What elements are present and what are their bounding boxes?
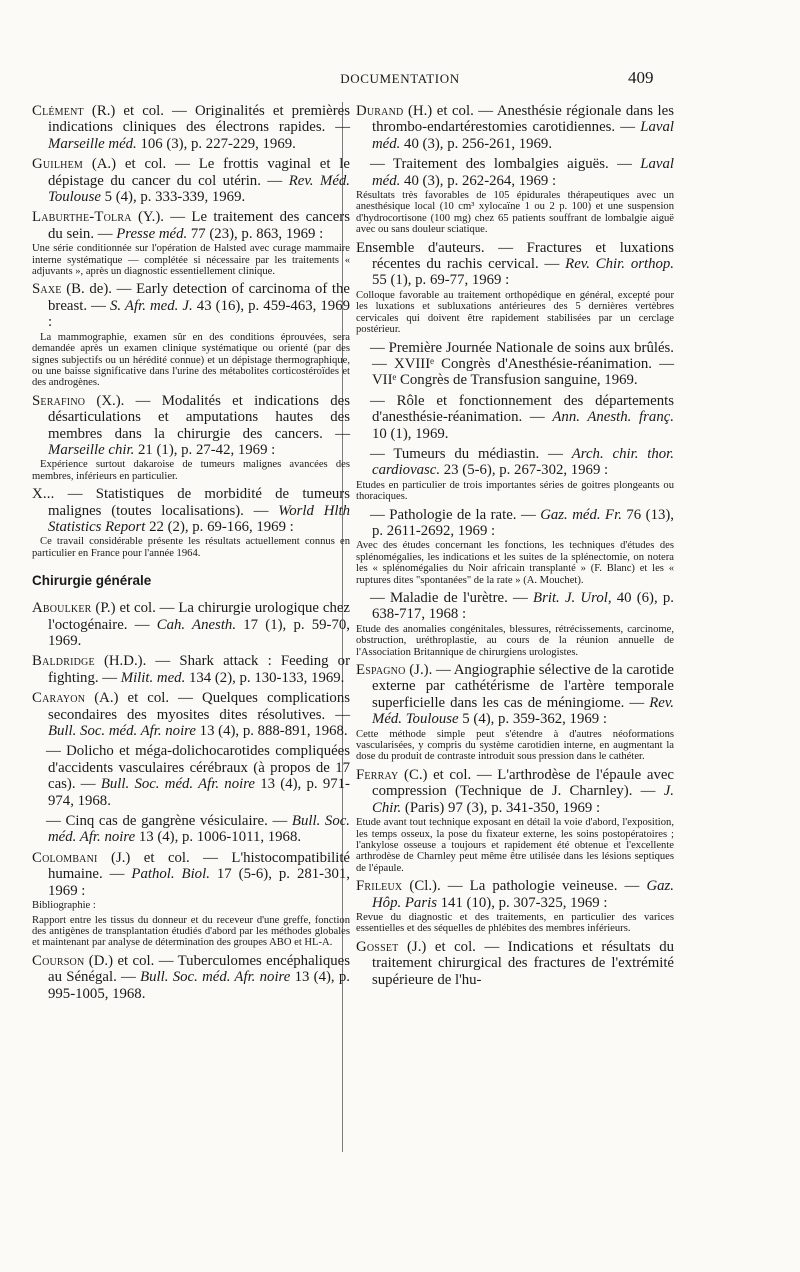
journal: S. Afr. med. J. [110,297,193,314]
citation [32,743,350,809]
citation [356,240,674,289]
abstract: Avec des études concernant les fonctions, les techniques d'études des splénomégalies, les indications et les suites de la splénectomie, on notera les « splénomégalies du Noir africain transplanté » (F. Blanc) et les « ruptures dites "spontanées" de la rate » (A. Mouchet). [356,540,674,586]
journal: Laval méd. [372,119,674,152]
citation-title: — Cinq cas de gangrène vésiculaire. — [46,813,292,830]
journal: Gaz. méd. Fr. [540,506,622,523]
journal: Bull. Soc. méd. Afr. noire [140,969,291,986]
citation-ref: 5 (4), p. 359-362, 1969 : [458,711,607,728]
bib-entry [356,340,674,389]
citation-title: — Statistiques de morbidité de tumeurs malignes (toutes localisations). — [48,486,350,519]
abstract: Ce travail considérable présente les résultats actuellement connus en particulier en France pour l'année 1964. [32,536,350,559]
abstract: Colloque favorable au traitement orthopédique en général, excepté pour les luxations et subluxations antérieures des 5 dernières vertèbres cervicales qui doivent être rapidement stabilisées par un cerclage postérieur. [356,289,674,336]
citation-ref: (Paris) 97 (3), p. 341-350, 1969 : [401,799,601,816]
bib-entry [356,590,674,658]
journal: Rev. Chir. orthop. [565,256,674,273]
abstract: Une série conditionnée sur l'opération de Halsted avec curage mammaire interne systématique — complétée si nécessaire par les traitements « adjuvants », après un diagnostic essentiellement clinique. [32,243,350,278]
citation-ref: 13 (4), p. 971-974, 1968. [48,776,350,809]
journal: Marseille chir. [48,441,135,458]
citation-title: (D.) et col. — Tuberculomes encéphaliques au Sénégal. — [48,952,350,986]
citation-title: (A.) et col. — Le frottis vaginal et le dépistage du cancer du col utérin. — [48,156,350,189]
citation-ref: 106 (3), p. 227-229, 1969. [136,135,296,152]
citation-ref: 21 (1), p. 27-42, 1969 : [134,441,276,458]
citation-title: (R.) et col. — Originalités et premières indications cliniques des électrons rapides. — [48,103,350,136]
author: Serafino [32,392,86,409]
author: Frileux [356,878,403,895]
bib-entry [32,690,350,739]
citation-ref: 22 (2), p. 69-166, 1969 : [145,518,294,535]
citation [32,209,350,242]
bib-entry [32,813,350,846]
right-column [356,103,674,992]
abstract: Revue du diagnostic et des traitements, en particulier des varices essentielles et des séquelles de phlébites des membres inférieurs. [356,911,674,935]
citation [32,653,350,686]
bib-entry [356,939,674,988]
bib-entry [356,507,674,586]
bib-entry [356,393,674,442]
citation-ref: 40 (3), p. 262-264, 1969 : [400,172,557,189]
author: Saxe [32,281,62,298]
bib-entry [356,103,674,152]
citation-title: — Tumeurs du médiastin. — [370,445,572,462]
citation-title: (Y.). — Le traitement des cancers du sein. — [48,209,350,242]
citation-title: (J.) et col. — L'histocompatibilité humaine. — [48,849,350,883]
citation-ref: 77 (23), p. 863, 1969 : [187,225,324,242]
citation-title: (C.) et col. — L'arthrodèse de l'épaule avec compression (Technique de J. Charnley). — [372,766,674,800]
citation-ref: 43 (16), p. 459-463, 1969 : [48,297,351,331]
citation-title: (B. de). — Early detection of carcinoma of the breast. — [48,281,350,314]
citation-ref: 134 (2), p. 130-133, 1969. [185,669,345,686]
bib-entry [32,486,350,559]
citation-ref: 13 (4), p. 888-891, 1968. [195,723,348,740]
bib-entry [32,850,350,949]
citation-ref: 13 (4), p. 1006-1011, 1968. [135,829,302,846]
citation-title: — Pathologie de la rate. — [370,506,541,523]
abstract: Etudes en particulier de trois importantes séries de goitres plongeants ou thoraciques. [356,479,674,503]
citation-title: (H.D.). — Shark attack : Feeding or fighting. — [48,653,350,686]
bib-entry [32,281,350,388]
journal: World Hlth Statistics Report [48,502,350,535]
author: X... [32,486,55,503]
citation-ref: 23 (5-6), p. 267-302, 1969 : [440,462,609,479]
author: Clément [32,103,84,119]
citation-ref: 40 (3), p. 256-261, 1969. [400,135,553,152]
citation-title: (J.). — Angiographie sélective de la carotide externe par cathétérisme de l'artère temporale superficielle dans les cas de méningiome. — [372,662,674,711]
citation [356,507,674,540]
bib-entry [356,878,674,935]
bib-entry [356,446,674,503]
journal: Presse méd. [116,225,188,242]
abstract: Etude avant tout technique exposant en détail la voie d'abord, l'exposition, les temps osseux, la pose du fixateur externe, les soins postopératoires ; l'ankylose osseuse a toujours et rapidement été obtenue et l'excellente arthrodèse de Charnley peut même être utilisée dans les lésions septiques de l'épaule. [356,817,674,874]
bib-entry [32,743,350,809]
bib-entry [356,156,674,235]
left-column [32,103,350,1006]
citation [356,156,674,189]
abstract: Cette méthode simple peut s'étendre à d'autres néoformations vascularisées, y compris du système carotidien interne, en augmentant la dose du produit de contraste introduit sous pression dans le cathéter. [356,728,674,763]
citation-title: — Dolicho et méga-dolichocarotides compliquées d'accidents vasculaires cérébraux (à propos de 17 cas). — [46,743,350,793]
citation-title: (P.) et col. — La chirurgie urologique chez l'octogénaire. — [48,600,350,633]
journal: Brit. J. Urol, [533,590,612,606]
journal: Milit. med. [120,669,186,686]
citation [32,103,350,152]
citation [32,600,350,649]
journal: Cah. Anesth. [156,616,237,633]
citation-ref: 55 (1), p. 69-77, 1969 : [372,272,510,289]
citation-ref: 76 (13), p. 2611-2692, 1969 : [372,506,674,539]
abstract: Expérience surtout dakaroise de tumeurs malignes avancées des membres, inférieurs en particulier. [32,459,350,482]
bib-entry [32,156,350,205]
citation-title: — Traitement des lombalgies aiguës. — [370,156,641,173]
journal: Pathol. Biol. [131,866,210,883]
journal: Marseille méd. [48,135,137,152]
citation [32,156,350,205]
citation-ref: 10 (1), 1969. [372,425,449,442]
author: Durand [356,103,404,119]
page-header [0,68,800,90]
author: Aboulker [32,600,92,617]
author: Guilhem [32,156,83,173]
author: Espagno [356,662,406,679]
author: Baldridge [32,653,95,670]
bib-entry [356,240,674,336]
citation-title: — Première Journée Nationale de soins aux brûlés. — XVIIIᵉ Congrès d'Anesthésie-réanimation. — VIIᵉ Congrès de Transfusion sanguine, 1969. [370,339,674,389]
journal: Rev. Méd. Toulouse [48,172,350,206]
abstract: Résultats très favorables de 105 épidurales thérapeutiques avec un anesthésique local (10 cm³ xylocaïne 1 ou 2 p. 100) et une suspension d'hydrocortisone (100 mg) chez 65 patients souffrant de lombalgie aiguë avec ou sans douleur sciatique. [356,190,674,236]
citation-title: — Maladie de l'urètre. — [370,590,534,606]
author: Ferray [356,766,399,783]
author: Colombani [32,849,98,866]
journal: Gaz. Hôp. Paris [372,878,674,911]
citation [356,103,674,152]
author: Gosset [356,938,399,955]
journal: Rev. Méd. Toulouse [372,694,674,728]
citation-title: (A.) et col. — Quelques complications secondaires des myosites dites résolutives. — [48,690,350,723]
citation-title: (J.) et col. — Indications et résultats du traitement chirurgical des fractures de l'extrémité supérieure de l'hu- [372,938,674,988]
bib-entry [32,653,350,686]
citation [32,690,350,739]
citation-ref: 13 (4), p. 995-1005, 1968. [48,969,350,1002]
bib-entry [356,662,674,763]
running-title: DOCUMENTATION [340,71,460,86]
citation [32,850,350,899]
citation [32,486,350,535]
author: Laburthe-Tolra [32,209,132,226]
abstract: Etude des anomalies congénitales, blessures, rétrécissements, carcinome, obstruction, uréthroplastie, au cours de la réunion annuelle de l'Association Britannique de chirurgiens urologistes. [356,623,674,658]
citation [32,393,350,459]
citation-ref: 141 (10), p. 307-325, 1969 : [436,894,608,911]
abstract-label: Bibliographie : [32,900,96,912]
citation [356,662,674,728]
bib-entry [32,393,350,482]
citation [356,446,674,479]
citation [356,939,674,988]
journal: Ann. Anesth. franç. [552,409,674,426]
citation [356,340,674,389]
citation [32,953,350,1002]
citation-title: (Cl.). — La pathologie veineuse. — [402,878,647,895]
citation [356,393,674,442]
citation [356,590,674,623]
bib-entry [356,767,674,874]
journal: Bull. Soc. méd. Afr. noire [100,776,255,793]
author: Courson [32,952,85,969]
citation [356,878,674,911]
abstract: Rapport entre les tissus du donneur et du receveur d'une greffe, fonction des antigènes de transplantation étudiés d'abord par les méthodes globales et maintenant par analyse de détermination des groupes ABO et HL-A. [32,914,350,949]
section-heading: Chirurgie générale [32,573,152,589]
citation-ref: 17 (1), p. 59-70, 1969. [48,616,350,649]
journal: Laval méd. [372,156,674,189]
bib-entry [32,103,350,152]
citation-title: (H.) et col. — Anesthésie régionale dans les thrombo-endartérestomies carotidiennes. — [372,103,674,136]
journal: Bull. Soc. méd. Afr. noire [48,723,196,740]
citation-ref: 17 (5-6), p. 281-301, 1969 : [48,866,350,899]
citation-title: Ensemble d'auteurs. — Fractures et luxations récentes du rachis cervical. — [356,239,674,273]
citation [32,813,350,846]
citation-title: (X.). — Modalités et indications des désarticulations et amputations hautes des membres dans la chirurgie des cancers. — [48,392,350,442]
abstract: La mammographie, examen sûr en des conditions éprouvées, sera demandée après un examen clinique systématique ou orienté (par des signes subjectifs ou un hérédité connue) et un dépistage thermographique, ou une baisse significative dans l'urine des métabolites corticostéroïdes et des androgènes. [32,331,350,389]
bib-entry [32,209,350,277]
citation [32,281,350,330]
page-number: 409 [628,68,654,87]
bib-entry [32,600,350,649]
citation-ref: 5 (4), p. 333-339, 1969. [100,189,246,206]
citation-ref: 40 (6), p. 638-717, 1968 : [372,590,674,623]
author: Carayon [32,690,86,707]
journal: Arch. chir. thor. cardiovasc. [372,445,674,479]
journal: Bull. Soc. méd. Afr. noire [48,813,350,846]
citation-title: — Rôle et fonctionnement des départements d'anesthésie-réanimation. — [370,392,674,426]
journal: J. Chir. [372,783,674,816]
citation [356,767,674,816]
bib-entry [32,953,350,1002]
